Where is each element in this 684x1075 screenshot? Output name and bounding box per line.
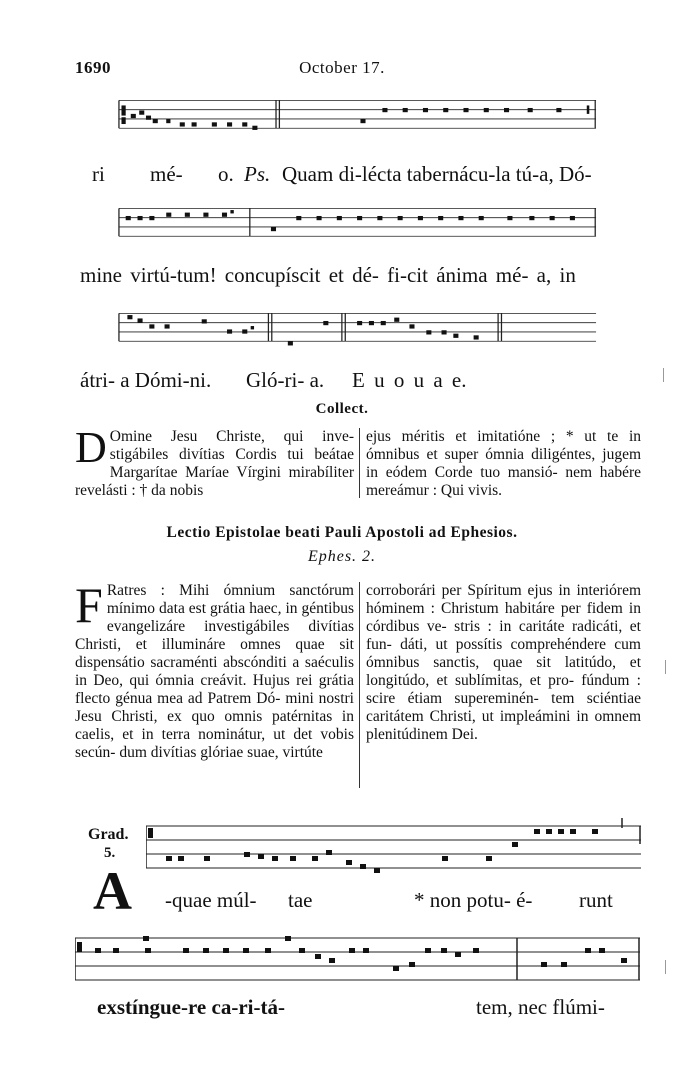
collect-left-column xyxy=(75,423,354,500)
lyric-text: Quam di-lécta tabernácu-la tú-a, Dó- xyxy=(282,162,592,186)
page-date: October 17. xyxy=(299,58,385,77)
lyric-syllable: -quae múl- xyxy=(165,888,257,912)
lesson-title: Lectio Epistolae beati Pauli Apostoli ad Ephesios. xyxy=(166,524,518,541)
lyric-text: tem, nec flúmi- xyxy=(476,995,605,1019)
chant-staff-2 xyxy=(75,205,640,243)
gloria-text: Gló-ri- a. xyxy=(246,368,325,392)
lesson-reference: Ephes. 2. xyxy=(307,548,377,565)
lyric-syllable: runt xyxy=(579,888,613,912)
scan-mark xyxy=(665,660,666,674)
gradual-label: Grad. xyxy=(88,826,129,843)
page-number: 1690 xyxy=(75,58,111,77)
lesson-left-text: Ratres : Mihi ómnium sanctórum mínimo data est grátia haec, in géntibus evangelizáre investigábiles divítias Christi, et illumináre omnes quae sit dispensátio sacraménti abscónditi a saéculis in Deo, qui ómnia creávit. Hujus rei grátia flecto génua mea ad Patrem Dó- mini nostri Jesu Christi, ex quo omnis patérnitas in caelis, et in terra nominátur, ut det vobis secún- dum divítias glóriae suae, virtúte xyxy=(75,582,354,761)
scan-mark xyxy=(663,368,664,382)
chant-staff-1 xyxy=(75,97,640,135)
collect-title: Collect. xyxy=(315,401,369,417)
drop-cap: D xyxy=(75,423,107,472)
lyric-syllable: * non potu- é- xyxy=(414,888,533,912)
lyric-syllable: mé- xyxy=(150,162,183,186)
lesson-right-column xyxy=(366,582,641,744)
lyric-syllable: tae xyxy=(288,888,313,912)
collect-right-text: ejus méritis et imitatióne ; * ut te in ómnibus et super ómnia diligéntes, jugem in eódem Corde tuo mansió- nem habére mereámur : Qui vivis. xyxy=(366,428,641,499)
psalm-marker: Ps. xyxy=(244,162,271,186)
scan-mark xyxy=(665,960,666,974)
lyric-text: mine virtú-tum! concupíscit et dé- fi-cit ánima mé- a, in xyxy=(80,263,576,287)
collect-left-text: Omine Jesu Christe, qui inve- stigábiles divítias Cordis tui beátae Margarítae Maríae Vírgini mirabíliter revelásti : † da nobis xyxy=(75,428,354,499)
collect-right-column xyxy=(366,428,641,500)
lyric-text: átri- a Dómi-ni. xyxy=(80,368,212,392)
lesson-left-column xyxy=(75,577,354,762)
gradual-mode: 5. xyxy=(104,845,116,861)
lyric-syllable: o. xyxy=(218,162,234,186)
gradual-staff-1 xyxy=(146,818,641,878)
lyric-text: exstíngue-re ca-ri-tá- xyxy=(97,995,285,1019)
column-divider xyxy=(359,428,360,498)
euouae-text: E u o u a e. xyxy=(352,368,467,392)
lyric-syllable: ri xyxy=(92,162,105,186)
gradual-staff-2 xyxy=(75,932,640,990)
lesson-right-text: corroborári per Spíritum ejus in interiórem hóminem : Christum habitáre per fidem in córdibus ve- stris : in caritáte radicáti, et fun- dáti, ut possítis comprehéndere cum ómnibus sanctis, quae sit latitúdo, et longitúdo, et sublímitas, et pro- fúndum : scire étiam supereminén- tem sciéntiae caritátem Christi, ut impleámini in omnem plenitúdinem Dei. xyxy=(366,582,641,743)
column-divider xyxy=(359,582,360,788)
chant-staff-3 xyxy=(75,310,640,348)
drop-cap: F xyxy=(75,577,103,633)
gradual-initial: A xyxy=(93,861,132,921)
